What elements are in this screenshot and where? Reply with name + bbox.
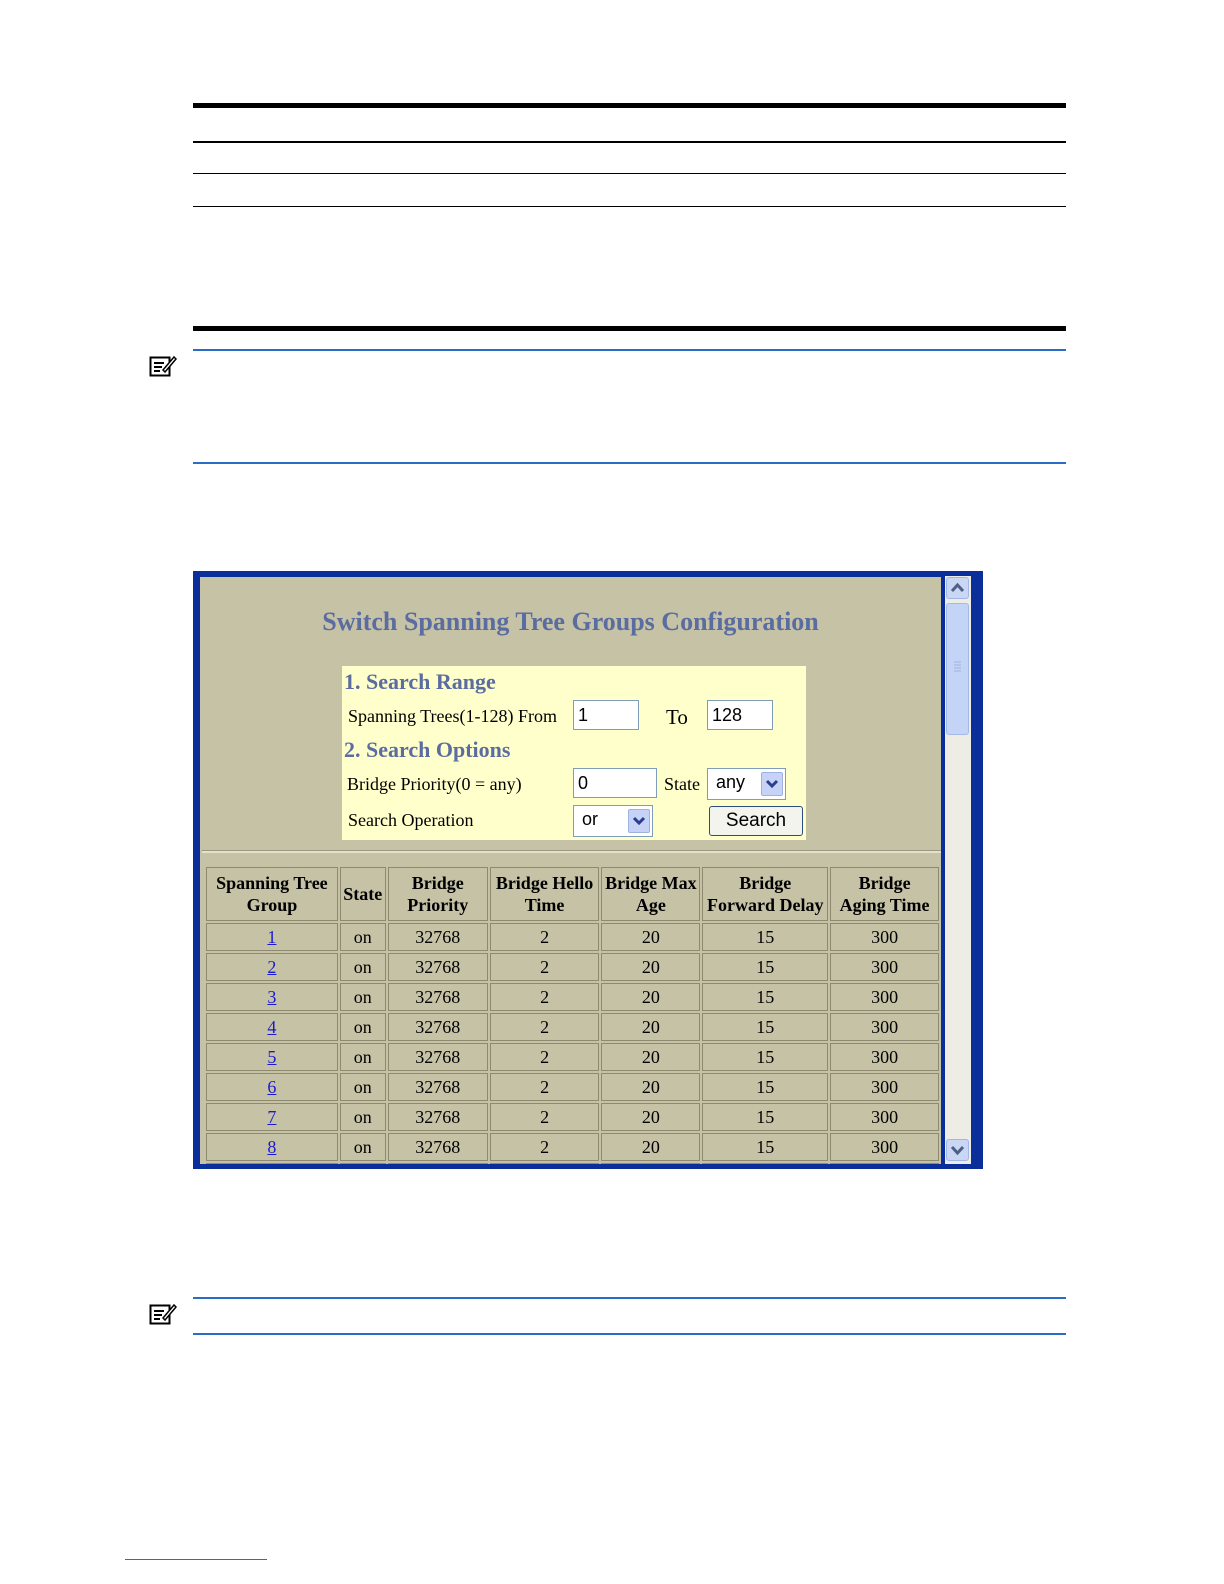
footer-rule	[125, 1559, 267, 1560]
max-age-cell: 20	[601, 1133, 700, 1161]
search-range-heading: 1. Search Range	[344, 669, 496, 694]
note-top-rule	[193, 1297, 1066, 1299]
hello-time-cell: 2	[490, 1103, 600, 1131]
operation-select[interactable]	[573, 805, 653, 837]
note-top-rule	[193, 349, 1066, 351]
browser-screenshot	[193, 571, 983, 1169]
forward-delay-cell: 15	[702, 1073, 828, 1101]
group-cell	[206, 1073, 338, 1101]
max-age-cell: 20	[601, 983, 700, 1011]
group-cell	[206, 1043, 338, 1071]
col-header-max-age: Bridge Max Age	[601, 867, 700, 921]
state-cell: on	[340, 1043, 386, 1071]
aging-time-cell: 300	[830, 983, 939, 1011]
col-header-group: Spanning Tree Group	[206, 867, 338, 921]
page-title: Switch Spanning Tree Groups Configuration	[322, 607, 819, 636]
priority-cell: 32768	[388, 953, 488, 981]
aging-time-cell: 300	[830, 1133, 939, 1161]
state-cell: on	[340, 1073, 386, 1101]
max-age-cell: 20	[601, 1103, 700, 1131]
search-button[interactable]: Search	[709, 806, 803, 836]
group-link[interactable]: 1	[267, 927, 277, 947]
hello-time-cell: 2	[490, 1043, 600, 1071]
state-cell: on	[340, 1013, 386, 1041]
hello-time-cell: 2	[490, 1073, 600, 1101]
priority-cell: 32768	[388, 1043, 488, 1071]
forward-delay-cell: 15	[702, 983, 828, 1011]
from-label: Spanning Trees(1-128) From	[348, 706, 558, 726]
max-age-cell: 20	[601, 953, 700, 981]
group-link[interactable]: 2	[267, 957, 277, 977]
note-bottom-rule	[193, 1333, 1066, 1335]
operation-select-value: or	[582, 809, 599, 829]
priority-cell: 32768	[388, 1013, 488, 1041]
group-cell	[206, 953, 338, 981]
chevron-down-icon[interactable]	[761, 772, 783, 796]
col-header-hello-time: Bridge Hello Time	[490, 867, 600, 921]
config-page	[200, 577, 941, 1164]
search-options-heading: 2. Search Options	[344, 737, 511, 762]
table-row-rule	[193, 206, 1066, 207]
col-header-forward-delay: Bridge Forward Delay	[702, 867, 828, 921]
group-link[interactable]: 4	[267, 1017, 277, 1037]
hello-time-cell: 2	[490, 1133, 600, 1161]
group-link[interactable]: 7	[267, 1107, 277, 1127]
max-age-cell: 20	[601, 923, 700, 951]
search-form	[342, 666, 806, 840]
group-cell	[206, 983, 338, 1011]
table-row	[206, 1073, 939, 1101]
forward-delay-cell: 15	[702, 953, 828, 981]
state-label: State	[664, 774, 700, 794]
table-row	[206, 983, 939, 1011]
group-link[interactable]: 3	[267, 987, 277, 1007]
forward-delay-cell: 15	[702, 1133, 828, 1161]
table-header-row	[206, 867, 939, 921]
scrollbar-thumb[interactable]	[946, 603, 969, 735]
table-row	[206, 953, 939, 981]
state-cell: on	[340, 983, 386, 1011]
priority-cell: 32768	[388, 1133, 488, 1161]
forward-delay-cell: 15	[702, 1043, 828, 1071]
col-header-aging-time: Bridge Aging Time	[830, 867, 939, 921]
table-bottom-rule	[193, 326, 1066, 331]
priority-input[interactable]: 0	[573, 768, 657, 798]
hello-time-cell: 2	[490, 1013, 600, 1041]
aging-time-cell: 300	[830, 1073, 939, 1101]
priority-label: Bridge Priority(0 = any)	[347, 774, 522, 794]
priority-cell: 32768	[388, 923, 488, 951]
col-header-state: State	[340, 867, 386, 921]
divider	[202, 850, 941, 853]
spanning-tree-table	[204, 865, 941, 1164]
hello-time-cell: 2	[490, 953, 600, 981]
group-link[interactable]: 5	[267, 1047, 277, 1067]
group-cell	[206, 1103, 338, 1131]
max-age-cell: 20	[601, 1043, 700, 1071]
hello-time-cell: 2	[490, 923, 600, 951]
chevron-up-icon[interactable]	[946, 577, 969, 599]
table-row-partial	[206, 1163, 939, 1164]
forward-delay-cell: 15	[702, 1013, 828, 1041]
priority-cell: 32768	[388, 1103, 488, 1131]
forward-delay-cell: 15	[702, 923, 828, 951]
table-header-rule	[193, 141, 1066, 143]
aging-time-cell: 300	[830, 923, 939, 951]
table-row	[206, 1043, 939, 1071]
state-cell: on	[340, 1103, 386, 1131]
vertical-scrollbar[interactable]	[945, 576, 971, 1164]
table-row	[206, 923, 939, 951]
table-row	[206, 1133, 939, 1161]
group-link[interactable]: 8	[267, 1137, 277, 1157]
from-input[interactable]: 1	[573, 700, 639, 730]
aging-time-cell: 300	[830, 953, 939, 981]
group-cell	[206, 1013, 338, 1041]
operation-label: Search Operation	[348, 810, 474, 830]
to-input[interactable]: 128	[707, 700, 773, 730]
group-cell	[206, 923, 338, 951]
table-row-rule	[193, 173, 1066, 174]
table-top-rule	[193, 103, 1066, 108]
group-link[interactable]: 6	[267, 1077, 277, 1097]
state-cell: on	[340, 953, 386, 981]
note-icon	[149, 354, 177, 378]
max-age-cell: 20	[601, 1013, 700, 1041]
note-bottom-rule	[193, 462, 1066, 464]
forward-delay-cell: 15	[702, 1103, 828, 1131]
max-age-cell: 20	[601, 1073, 700, 1101]
group-cell	[206, 1133, 338, 1161]
hello-time-cell: 2	[490, 983, 600, 1011]
aging-time-cell: 300	[830, 1043, 939, 1071]
aging-time-cell: 300	[830, 1103, 939, 1131]
chevron-down-icon[interactable]	[628, 809, 650, 833]
state-cell: on	[340, 1133, 386, 1161]
priority-cell: 32768	[388, 983, 488, 1011]
to-label: To	[666, 705, 688, 729]
state-select-value: any	[716, 772, 746, 792]
table-row	[206, 1103, 939, 1131]
note-icon	[149, 1302, 177, 1326]
aging-time-cell: 300	[830, 1013, 939, 1041]
priority-cell: 32768	[388, 1073, 488, 1101]
chevron-down-icon[interactable]	[946, 1139, 969, 1161]
col-header-priority: Bridge Priority	[388, 867, 488, 921]
state-select[interactable]	[707, 768, 786, 800]
state-cell: on	[340, 923, 386, 951]
table-row	[206, 1013, 939, 1041]
